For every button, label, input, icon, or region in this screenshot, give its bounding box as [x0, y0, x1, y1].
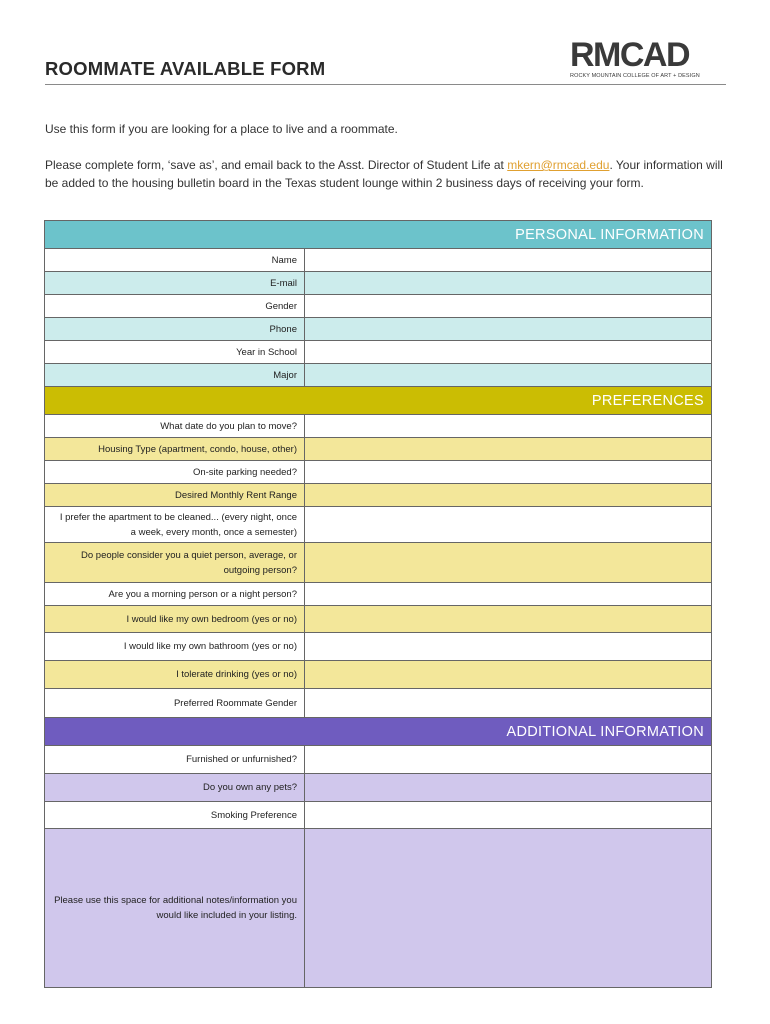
- gender-field[interactable]: [305, 295, 711, 317]
- field-label: Major: [45, 364, 305, 386]
- header-divider: [45, 84, 726, 85]
- intro-line-1: Use this form if you are looking for a place to live and a roommate.: [45, 122, 398, 136]
- field-label: On-site parking needed?: [45, 461, 305, 483]
- logo-subtitle: ROCKY MOUNTAIN COLLEGE OF ART + DESIGN: [570, 73, 700, 79]
- form-row-drinking: [45, 661, 711, 689]
- intro-line-2: [45, 156, 735, 192]
- field-label: Smoking Preference: [45, 802, 305, 828]
- field-label: I would like my own bathroom (yes or no): [45, 633, 305, 660]
- major-field[interactable]: [305, 364, 711, 386]
- field-label: Housing Type (apartment, condo, house, other): [45, 438, 305, 460]
- phone-field[interactable]: [305, 318, 711, 340]
- intro-text-before: Please complete form, ‘save as’, and email back to the Asst. Director of Student Life at: [45, 158, 508, 172]
- form-row-morning-night: [45, 583, 711, 606]
- email-field[interactable]: [305, 272, 711, 294]
- form-row-furnished: [45, 746, 711, 774]
- field-label: Furnished or unfurnished?: [45, 746, 305, 773]
- field-label: Name: [45, 249, 305, 271]
- cleaning-frequency-field[interactable]: [305, 507, 711, 542]
- form-row-own-bathroom: [45, 633, 711, 661]
- email-link[interactable]: mkern@rmcad.edu: [507, 158, 610, 172]
- section-header-additional: ADDITIONAL INFORMATION: [45, 718, 711, 746]
- form-row-year: [45, 341, 711, 364]
- form-row-personality: [45, 543, 711, 583]
- field-label: Please use this space for additional notes/information you would like included in your listing.: [45, 829, 305, 987]
- field-label: Do you own any pets?: [45, 774, 305, 801]
- field-label: Gender: [45, 295, 305, 317]
- rent-range-field[interactable]: [305, 484, 711, 506]
- field-label: Phone: [45, 318, 305, 340]
- form-row-pets: [45, 774, 711, 802]
- field-label: Desired Monthly Rent Range: [45, 484, 305, 506]
- year-in-school-field[interactable]: [305, 341, 711, 363]
- form-row-housing-type: [45, 438, 711, 461]
- additional-notes-field[interactable]: [305, 829, 711, 987]
- rmcad-logo: [570, 38, 705, 79]
- parking-field[interactable]: [305, 461, 711, 483]
- smoking-field[interactable]: [305, 802, 711, 828]
- field-label: What date do you plan to move?: [45, 415, 305, 437]
- field-label: I tolerate drinking (yes or no): [45, 661, 305, 688]
- field-label: Are you a morning person or a night person?: [45, 583, 305, 605]
- form-row-notes: [45, 829, 711, 987]
- personality-field[interactable]: [305, 543, 711, 582]
- page-title: ROOMMATE AVAILABLE FORM: [45, 58, 326, 79]
- field-label: I prefer the apartment to be cleaned... (every night, once a week, every month, once a semester): [45, 507, 305, 542]
- field-label: Preferred Roommate Gender: [45, 689, 305, 717]
- morning-night-field[interactable]: [305, 583, 711, 605]
- move-date-field[interactable]: [305, 415, 711, 437]
- furnished-field[interactable]: [305, 746, 711, 773]
- drinking-field[interactable]: [305, 661, 711, 688]
- section-header-personal: PERSONAL INFORMATION: [45, 221, 711, 249]
- roommate-form: [44, 220, 712, 988]
- name-field[interactable]: [305, 249, 711, 271]
- housing-type-field[interactable]: [305, 438, 711, 460]
- section-header-preferences: PREFERENCES: [45, 387, 711, 415]
- logo-wordmark: RMCAD: [570, 36, 690, 74]
- pets-field[interactable]: [305, 774, 711, 801]
- field-label: I would like my own bedroom (yes or no): [45, 606, 305, 632]
- form-row-roommate-gender: [45, 689, 711, 718]
- form-row-rent-range: [45, 484, 711, 507]
- intro-text-after: . Your information will be added to the housing bulletin board in the Texas student lounge within 2 business days of receiving your form.: [45, 158, 723, 190]
- form-row-own-bedroom: [45, 606, 711, 633]
- form-row-smoking: [45, 802, 711, 829]
- form-row-email: [45, 272, 711, 295]
- form-row-cleaning: [45, 507, 711, 543]
- form-row-gender: [45, 295, 711, 318]
- form-row-major: [45, 364, 711, 387]
- form-row-phone: [45, 318, 711, 341]
- form-row-move-date: [45, 415, 711, 438]
- field-label: Year in School: [45, 341, 305, 363]
- field-label: E-mail: [45, 272, 305, 294]
- form-row-name: [45, 249, 711, 272]
- roommate-gender-field[interactable]: [305, 689, 711, 717]
- own-bathroom-field[interactable]: [305, 633, 711, 660]
- own-bedroom-field[interactable]: [305, 606, 711, 632]
- form-row-parking: [45, 461, 711, 484]
- field-label: Do people consider you a quiet person, average, or outgoing person?: [45, 543, 305, 582]
